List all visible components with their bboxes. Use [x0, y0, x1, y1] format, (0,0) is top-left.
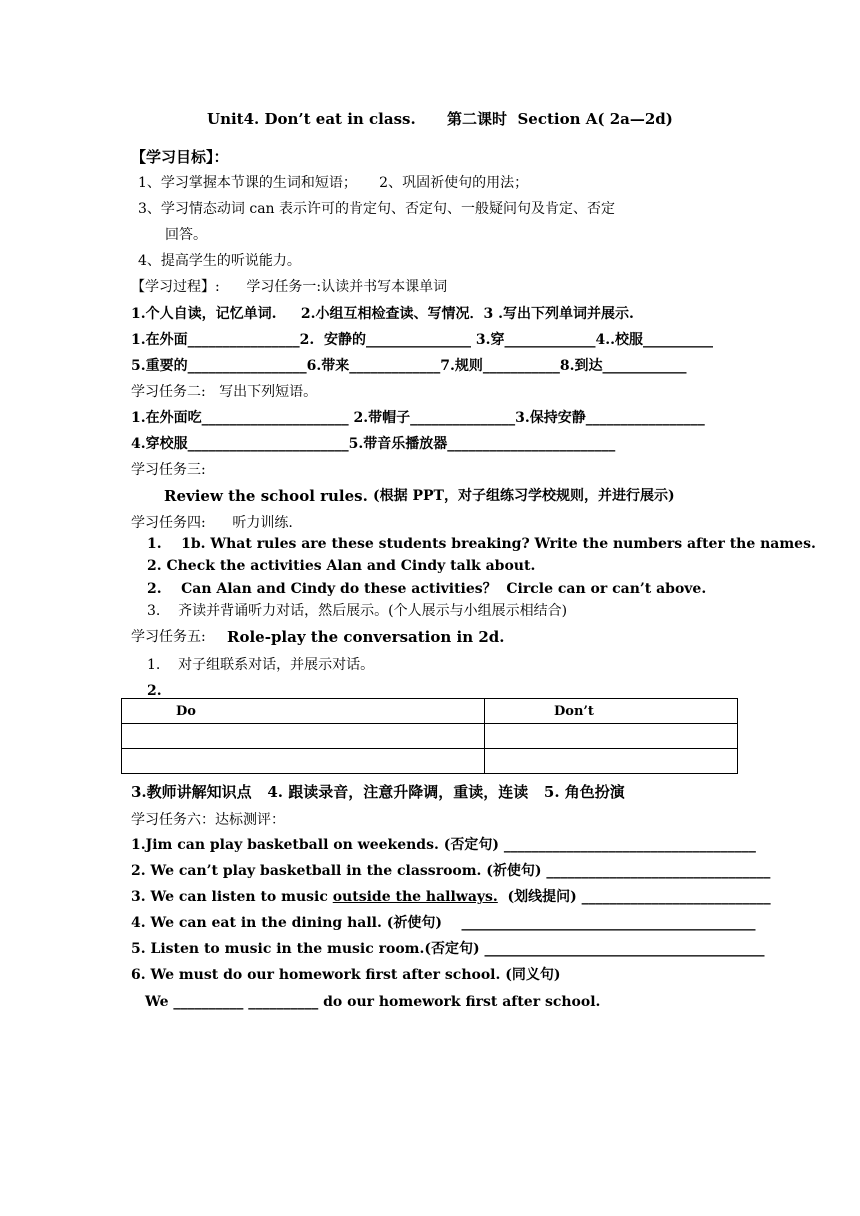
- task5-item-2: 2.: [147, 683, 162, 699]
- column-header-dont: Don’t: [485, 699, 738, 724]
- question-3: [131, 888, 771, 906]
- process-heading: 【学习过程】: 学习任务一:认读并书写本课单词: [131, 279, 448, 295]
- teacher-steps: 3.教师讲解知识点 4. 跟读录音，注意升降调，重读，连读 5. 角色扮演: [131, 783, 625, 801]
- task5-item-1: 1. 对子组联系对话，并展示对话。: [147, 657, 375, 673]
- question-4: 4. We can eat in the dining hall. (祈使句) __________________________________________: [131, 915, 756, 931]
- review-note: (根据 PPT，对子组练习学校规则，并进行展示): [373, 488, 675, 504]
- task2-heading: 学习任务二: 写出下列短语。: [131, 384, 318, 400]
- word-row-2: 5.重要的_________________6.带来_____________7.规则___________8.到达____________: [131, 358, 687, 374]
- table-cell[interactable]: [485, 724, 738, 749]
- review-rules: Review the school rules.: [164, 487, 368, 505]
- task5-heading: 学习任务五:: [131, 629, 206, 645]
- question-6-fill: We __________ __________ do our homework first after school.: [145, 994, 601, 1010]
- process-steps: 1.个人自读，记忆单词. 2.小组互相检查读、写情况．3 .写出下列单词并展示.: [131, 306, 634, 322]
- task5-heading-en: Role-play the conversation in 2d.: [227, 628, 505, 646]
- task4-heading: 学习任务四: 听力训练.: [131, 515, 293, 531]
- objective-4: 4、提高学生的听说能力。: [138, 253, 301, 269]
- task6-heading: 学习任务六：达标测评：: [131, 812, 285, 828]
- table-row: [122, 749, 738, 774]
- table-cell[interactable]: [485, 749, 738, 774]
- column-header-do: Do: [122, 699, 485, 724]
- page-title: Unit4. Don’t eat in class. 第二课时 Section A( 2a—2d): [207, 110, 673, 128]
- table-row: [122, 699, 738, 724]
- phrase-row-1: 1.在外面吃_____________________ 2.带帽子_______________3.保持安静_________________: [131, 410, 705, 426]
- question-3-prefix: 3. We can listen to music: [131, 889, 333, 905]
- table-row: [122, 724, 738, 749]
- question-3-underlined: outside the hallways.: [332, 889, 498, 905]
- word-row-1: 1.在外面________________2. 安静的_______________ 3.穿_____________4..校服__________: [131, 332, 713, 348]
- objectives-heading: 【学习目标】：: [131, 148, 229, 166]
- task4-item-3: 2. Can Alan and Cindy do these activities？ Circle can or can’t above.: [147, 581, 707, 597]
- objective-3-continued: 回答。: [165, 227, 207, 243]
- question-1: 1.Jim can play basketball on weekends. (否定句) ____________________________________: [131, 837, 756, 853]
- do-dont-table: [121, 698, 738, 774]
- question-6: 6. We must do our homework first after school. (同义句): [131, 967, 561, 983]
- objective-3: 3、学习情态动词 can 表示许可的肯定句、否定句、一般疑问句及肯定、否定: [138, 201, 616, 217]
- objective-1-2: 1、学习掌握本节课的生词和短语； 2、巩固祈使句的用法；: [138, 175, 529, 191]
- table-cell[interactable]: [122, 724, 485, 749]
- question-2: 2. We can’t play basketball in the classroom. (祈使句) ________________________________: [131, 863, 771, 879]
- question-3-suffix: (划线提问) ___________________________: [497, 889, 771, 905]
- question-5: 5. Listen to music in the music room.(否定句) ________________________________________: [131, 941, 765, 957]
- task3-heading: 学习任务三:: [131, 462, 206, 478]
- task4-item-1: 1. 1b. What rules are these students breaking? Write the numbers after the names.: [147, 536, 816, 552]
- task4-item-2: 2. Check the activities Alan and Cindy talk about.: [147, 558, 536, 574]
- phrase-row-2: 4.穿校服_______________________5.带音乐播放器________________________: [131, 436, 616, 452]
- task4-item-4: 3. 齐读并背诵听力对话，然后展示。(个人展示与小组展示相结合): [147, 603, 568, 619]
- table-cell[interactable]: [122, 749, 485, 774]
